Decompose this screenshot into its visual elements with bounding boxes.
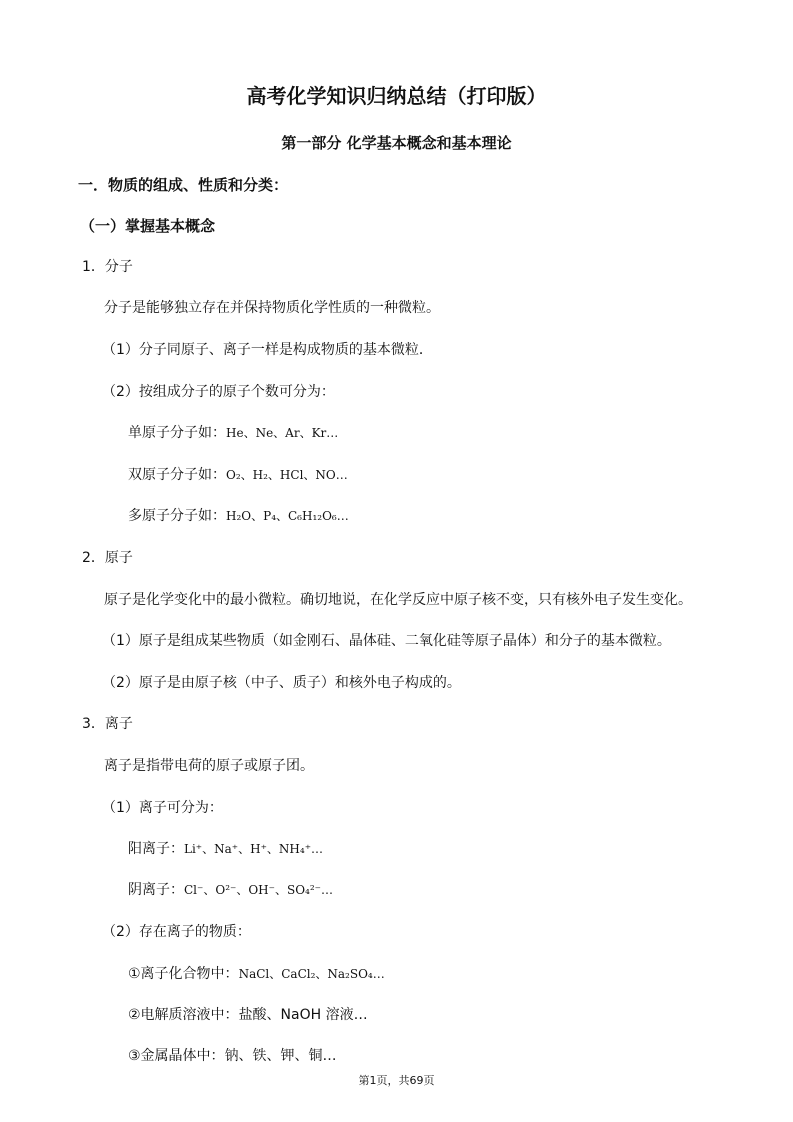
page-footer: 第1页，共69页	[358, 1074, 435, 1087]
atom-point-2: （2）原子是由原子核（中子、质子）和核外电子构成的。	[102, 675, 461, 691]
cation-label: 阳离子：	[128, 841, 184, 857]
molecule-point-2: （2）按组成分子的原子个数可分为：	[102, 384, 335, 400]
electrolyte-label: ②电解质溶液中：	[128, 1007, 239, 1023]
atom-definition: 原子是化学变化中的最小微粒。确切地说，在化学反应中原子核不变，只有核外电子发生变化。	[104, 592, 692, 608]
electrolyte-row	[128, 1007, 368, 1024]
ionic-compound-label: ①离子化合物中：	[128, 966, 239, 982]
polyatomic-examples: H₂O、P₄、C₆H₁₂O₆…	[226, 509, 349, 523]
diatomic-label: 双原子分子如：	[128, 467, 226, 483]
monoatomic-molecule-row	[128, 425, 338, 442]
document-title: 高考化学知识归纳总结（打印版）	[246, 84, 547, 108]
metal-crystal-examples: 钠、铁、钾、铜…	[224, 1048, 337, 1064]
monoatomic-examples: He、Ne、Ar、Kr…	[226, 426, 339, 440]
electrolyte-examples: 盐酸、NaOH 溶液…	[238, 1007, 368, 1023]
diatomic-examples: O₂、H₂、HCl、NO…	[226, 468, 348, 482]
ion-heading: 3．离子	[82, 716, 133, 732]
anion-examples: Cl⁻、O²⁻、OH⁻、SO₄²⁻…	[184, 883, 333, 897]
part-title: 第一部分 化学基本概念和基本理论	[281, 134, 512, 152]
cation-examples: Li⁺、Na⁺、H⁺、NH₄⁺…	[184, 842, 324, 856]
ionic-compound-examples: NaCl、CaCl₂、Na₂SO₄…	[238, 967, 385, 981]
atom-heading: 2．原子	[82, 550, 133, 566]
ion-point-1: （1）离子可分为：	[102, 800, 223, 816]
polyatomic-label: 多原子分子如：	[128, 508, 226, 524]
anion-row	[128, 882, 333, 899]
molecule-point-1: （1）分子同原子、离子一样是构成物质的基本微粒．	[102, 342, 433, 358]
subsection-heading: （一）掌握基本概念	[80, 217, 216, 235]
anion-label: 阴离子：	[128, 882, 184, 898]
diatomic-molecule-row	[128, 467, 348, 484]
ionic-compound-row	[128, 966, 385, 983]
monoatomic-label: 单原子分子如：	[128, 425, 226, 441]
metal-crystal-row	[128, 1048, 337, 1065]
molecule-definition: 分子是能够独立存在并保持物质化学性质的一种微粒。	[104, 300, 440, 316]
atom-point-1: （1）原子是组成某些物质（如金刚石、晶体硅、二氧化硅等原子晶体）和分子的基本微粒。	[102, 633, 671, 649]
ion-definition: 离子是指带电荷的原子或原子团。	[104, 758, 314, 774]
molecule-heading: 1．分子	[82, 259, 133, 275]
cation-row	[128, 841, 323, 858]
metal-crystal-label: ③金属晶体中：	[128, 1048, 225, 1064]
ion-point-2: （2）存在离子的物质：	[102, 924, 251, 940]
polyatomic-molecule-row	[128, 508, 349, 525]
section-heading: 一．物质的组成、性质和分类：	[78, 176, 289, 194]
